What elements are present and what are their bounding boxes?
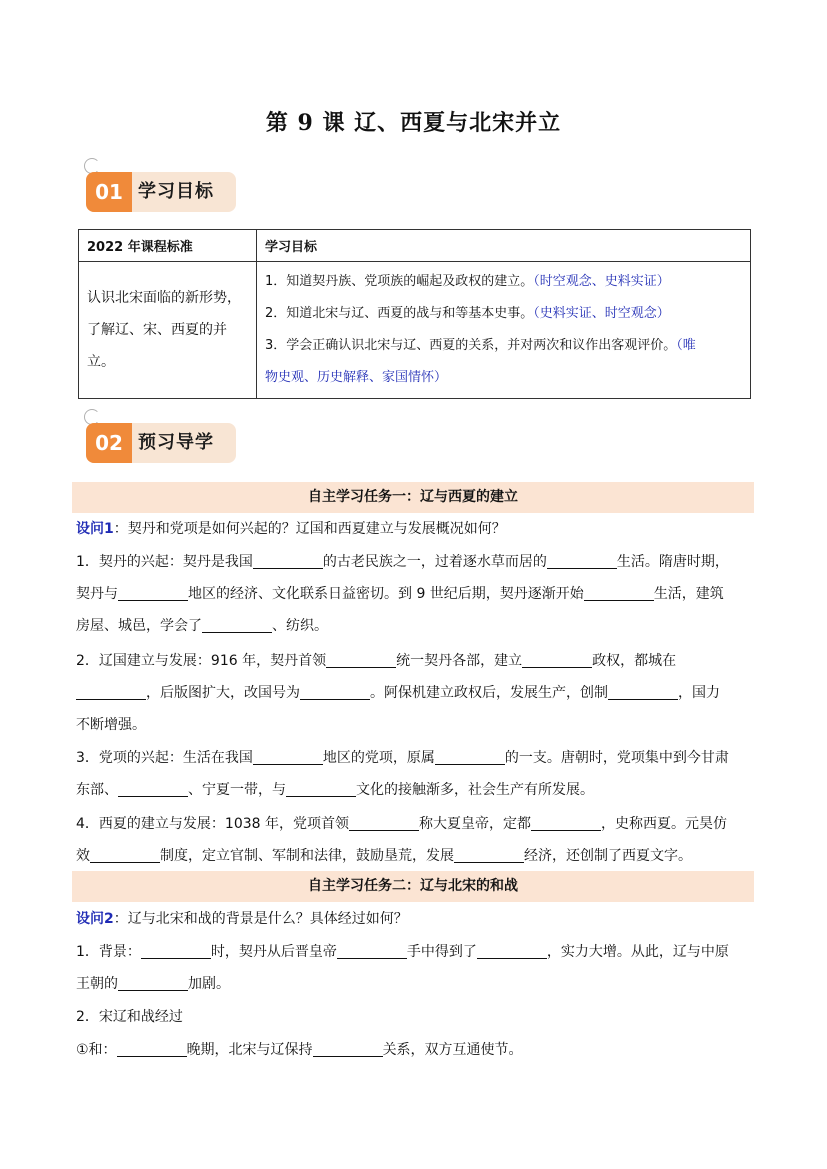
text-segment: ，后版图扩大，改国号为: [146, 685, 300, 701]
fill-blank[interactable]: [118, 584, 188, 601]
text-segment: 。阿保机建立政权后，发展生产，创制: [370, 685, 608, 701]
fill-blank[interactable]: [286, 780, 356, 797]
text-segment: 效: [76, 848, 90, 864]
text-segment: ，史称西夏。元昊仿: [601, 816, 727, 832]
section-header-preview: [84, 409, 244, 465]
text-segment: 1．契丹的兴起：契丹是我国: [76, 554, 253, 570]
paragraph-line: [76, 1034, 756, 1066]
fill-blank[interactable]: [90, 846, 160, 863]
text-segment: ，实力大增。从此，辽与中原: [546, 944, 729, 960]
section-label: 预习导学: [138, 432, 214, 453]
text-segment: 东部、: [76, 782, 118, 798]
paragraph-line: [76, 677, 756, 709]
goal-tag: （唯: [676, 338, 696, 353]
fill-blank[interactable]: [141, 942, 211, 959]
goal-text: 3．学会正确认识北宋与辽、西夏的关系，并对两次和议作出客观评价。: [265, 338, 677, 353]
standard-line: 认识北宋面临的新形势，: [87, 290, 241, 306]
text-segment: 统一契丹各部，建立: [396, 653, 523, 669]
text-segment: 手中得到了: [406, 944, 477, 960]
text-segment: 2．辽国建立与发展：916 年，契丹首领: [76, 653, 327, 669]
fill-blank[interactable]: [337, 942, 407, 959]
question-label: 设问2: [76, 911, 114, 927]
text-segment: 3．党项的兴起：生活在我国: [76, 750, 253, 766]
text-segment: 、纺织。: [272, 618, 328, 634]
goal-item: [265, 330, 742, 362]
table-header-goals: 学习目标: [257, 230, 751, 262]
fill-blank[interactable]: [477, 942, 547, 959]
section-number: 01: [86, 172, 132, 212]
goals-table: [78, 229, 751, 399]
paragraph-line: 不断增强。: [76, 717, 146, 733]
goal-text: 1．知道契丹族、党项族的崛起及政权的建立。: [265, 274, 534, 289]
question-2: [76, 903, 756, 935]
question-text: ：契丹和党项是如何兴起的？辽国和西夏建立与发展概况如何？: [113, 521, 506, 537]
goal-item: [265, 298, 742, 330]
fill-blank[interactable]: [202, 616, 272, 633]
task-bar-1: 自主学习任务一：辽与西夏的建立: [72, 482, 754, 513]
goals-cell: [257, 262, 751, 399]
text-segment: 称大夏皇帝，定都: [419, 816, 531, 832]
fill-blank[interactable]: [253, 748, 323, 765]
text-segment: 王朝的: [76, 976, 118, 992]
fill-blank[interactable]: [300, 683, 370, 700]
question-label: 设问1: [76, 521, 114, 537]
fill-blank[interactable]: [522, 651, 592, 668]
text-segment: 生活，建筑: [653, 586, 724, 602]
text-segment: 房屋、城邑，学会了: [76, 618, 202, 634]
paragraph-line: [76, 774, 756, 806]
goal-item: [265, 266, 742, 298]
fill-blank[interactable]: [454, 846, 524, 863]
fill-blank[interactable]: [349, 814, 419, 831]
text-segment: 经济，还创制了西夏文字。: [524, 848, 692, 864]
fill-blank[interactable]: [117, 1040, 187, 1057]
paragraph-line: [76, 808, 756, 840]
table-header-standard: 2022 年课程标准: [79, 230, 257, 262]
paragraph-line: [76, 936, 756, 968]
fill-blank[interactable]: [531, 814, 601, 831]
section-label: 学习目标: [138, 181, 214, 202]
goal-item: [265, 362, 742, 394]
standard-line: 了解辽、宋、西夏的并立。: [87, 322, 227, 370]
fill-blank[interactable]: [253, 552, 323, 569]
text-segment: 地区的党项，原属: [322, 750, 435, 766]
text-segment: ①和：: [76, 1042, 117, 1058]
text-segment: 契丹与: [76, 586, 118, 602]
text-segment: 、宁夏一带，与: [188, 782, 286, 798]
paragraph-line: [76, 968, 756, 1000]
fill-blank[interactable]: [547, 552, 617, 569]
fill-blank[interactable]: [118, 780, 188, 797]
section-header-goals: [84, 158, 244, 214]
text-segment: ，国力: [678, 685, 720, 701]
text-segment: 地区的经济、文化联系日益密切。到 9 世纪后期，契丹逐渐开始: [188, 586, 584, 602]
text-segment: 制度，定立官制、军制和法律，鼓励垦荒，发展: [160, 848, 454, 864]
paragraph-line: [76, 610, 756, 642]
paragraph-line: [76, 546, 756, 578]
text-segment: 文化的接触渐多，社会生产有所发展。: [356, 782, 594, 798]
fill-blank[interactable]: [608, 683, 678, 700]
goal-tag: （史料实证、时空观念）: [533, 306, 670, 321]
standard-cell: [79, 262, 257, 399]
fill-blank[interactable]: [76, 683, 146, 700]
paragraph-line: [76, 645, 756, 677]
text-segment: 关系，双方互通使节。: [382, 1042, 523, 1058]
question-1: [76, 513, 756, 545]
goal-tag: （时空观念、史料实证）: [533, 274, 670, 289]
text-segment: 1．背景：: [76, 944, 141, 960]
paragraph-line: [76, 578, 756, 610]
text-segment: 生活。隋唐时期，: [616, 554, 729, 570]
text-segment: 政权，都城在: [592, 653, 677, 669]
fill-blank[interactable]: [326, 651, 396, 668]
paragraph-line: 2．宋辽和战经过: [76, 1009, 183, 1025]
text-segment: 加剧。: [188, 976, 230, 992]
text-segment: 的古老民族之一，过着逐水草而居的: [322, 554, 547, 570]
text-segment: 晚期，北宋与辽保持: [186, 1042, 313, 1058]
fill-blank[interactable]: [313, 1040, 383, 1057]
paragraph-line: [76, 742, 756, 774]
goal-tag: 物史观、历史解释、家国情怀）: [265, 370, 448, 385]
text-segment: 时，契丹从后晋皇帝: [210, 944, 337, 960]
paragraph-line: [76, 840, 756, 872]
goal-text: 2．知道北宋与辽、西夏的战与和等基本史事。: [265, 306, 534, 321]
section-number: 02: [86, 423, 132, 463]
fill-blank[interactable]: [584, 584, 654, 601]
fill-blank[interactable]: [435, 748, 505, 765]
fill-blank[interactable]: [118, 974, 188, 991]
question-text: ：辽与北宋和战的背景是什么？具体经过如何？: [113, 911, 408, 927]
text-segment: 的一支。唐朝时，党项集中到今甘肃: [504, 750, 729, 766]
task-bar-2: 自主学习任务二：辽与北宋的和战: [72, 871, 754, 902]
text-segment: 4．西夏的建立与发展：1038 年，党项首领: [76, 816, 349, 832]
page-title: 第 9 课 辽、西夏与北宋并立: [265, 110, 562, 136]
